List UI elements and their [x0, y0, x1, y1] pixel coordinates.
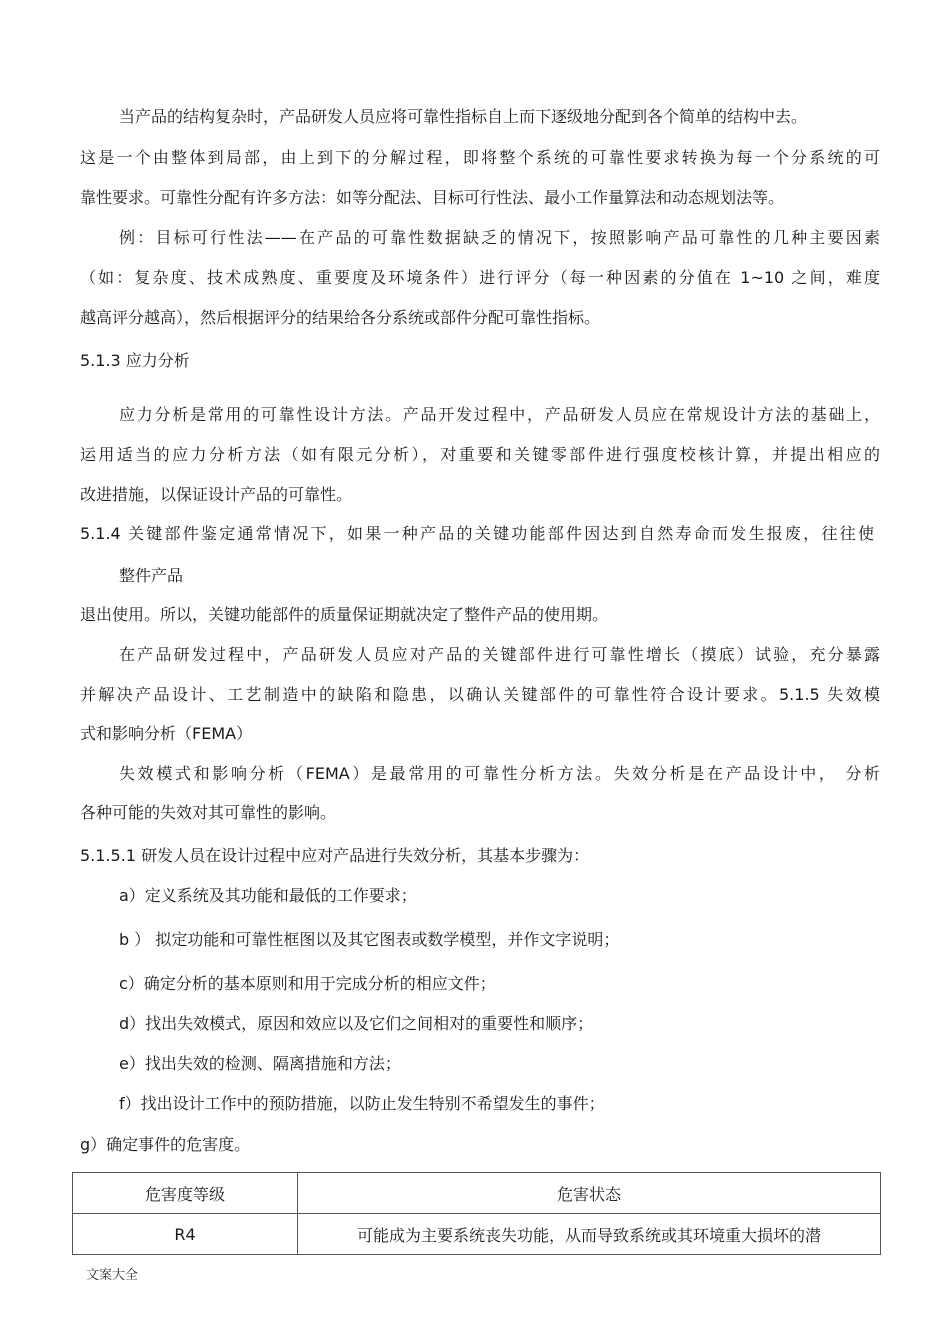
- paragraph-line: 应力分析是常用的可靠性设计方法。产品开发过程中，产品研发人员应在常规设计方法的基础上，: [119, 405, 880, 424]
- hazard-table: [72, 1172, 881, 1255]
- paragraph-line: 靠性要求。可靠性分配有许多方法：如等分配法、目标可行性法、最小工作量算法和动态规划法等。: [80, 188, 785, 207]
- list-item: d）找出失效模式，原因和效应以及它们之间相对的重要性和顺序；: [119, 1014, 594, 1033]
- paragraph-line: 这是一个由整体到局部，由上到下的分解过程，即将整个系统的可靠性要求转换为每一个分系统的可: [80, 148, 880, 167]
- list-item: e）找出失效的检测、隔离措施和方法；: [119, 1054, 401, 1073]
- paragraph-line: 失效模式和影响分析（FEMA）是最常用的可靠性分析方法。失效分析是在产品设计中， 分析: [119, 764, 880, 783]
- paragraph-line: 当产品的结构复杂时，产品研发人员应将可靠性指标自上而下逐级地分配到各个简单的结构中去。: [119, 107, 808, 126]
- section-heading: 5.1.4 关键部件鉴定通常情况下，如果一种产品的关键功能部件因达到自然寿命而发生报废，往往使: [80, 524, 874, 543]
- paragraph-line: 改进措施，以保证设计产品的可靠性。: [80, 485, 353, 504]
- paragraph-line: 整件产品: [119, 566, 184, 585]
- paragraph-line: 例：目标可行性法——在产品的可靠性数据缺乏的情况下，按照影响产品可靠性的几种主要因素: [119, 228, 880, 247]
- footer-text: 文案大全: [86, 1268, 139, 1283]
- list-item: a）定义系统及其功能和最低的工作要求；: [119, 886, 417, 905]
- table-header-row: [73, 1173, 881, 1214]
- list-item: g）确定事件的危害度。: [80, 1135, 251, 1154]
- paragraph-line: （如：复杂度、技术成熟度、重要度及环境条件）进行评分（每一种因素的分值在 1~10 之间，难度: [80, 268, 880, 287]
- table-cell: 可能成为主要系统丧失功能，从而导致系统或其环境重大损坏的潜: [298, 1214, 881, 1255]
- paragraph-line: 并解决产品设计、工艺制造中的缺陷和隐患，以确认关键部件的可靠性符合设计要求。5.1.5 失效模: [80, 685, 880, 704]
- table-header-cell: 危害度等级: [73, 1173, 298, 1214]
- paragraph-line: 退出使用。所以，关键功能部件的质量保证期就决定了整件产品的使用期。: [80, 605, 609, 624]
- paragraph-line: 式和影响分析（FEMA）: [80, 724, 253, 743]
- table-header-cell: 危害状态: [298, 1173, 881, 1214]
- paragraph-line: 在产品研发过程中，产品研发人员应对产品的关键部件进行可靠性增长（摸底）试验，充分暴露: [119, 645, 880, 664]
- paragraph-line: 运用适当的应力分析方法（如有限元分析），对重要和关键零部件进行强度校核计算，并提出相应的: [80, 445, 880, 464]
- paragraph-line: 越高评分越高），然后根据评分的结果给各分系统或部件分配可靠性指标。: [80, 308, 601, 327]
- section-heading: 5.1.3 应力分析: [80, 351, 190, 370]
- table-row: [73, 1214, 881, 1255]
- paragraph-line: 各种可能的失效对其可靠性的影响。: [80, 803, 337, 822]
- table-cell: R4: [73, 1214, 298, 1255]
- section-heading: 5.1.5.1 研发人员在设计过程中应对产品进行失效分析，其基本步骤为：: [80, 846, 590, 865]
- list-item: f）找出设计工作中的预防措施，以防止发生特别不希望发生的事件；: [119, 1094, 605, 1113]
- list-item: c）确定分析的基本原则和用于完成分析的相应文件；: [119, 974, 496, 993]
- list-item: b ） 拟定功能和可靠性框图以及其它图表或数学模型，并作文字说明；: [119, 930, 620, 949]
